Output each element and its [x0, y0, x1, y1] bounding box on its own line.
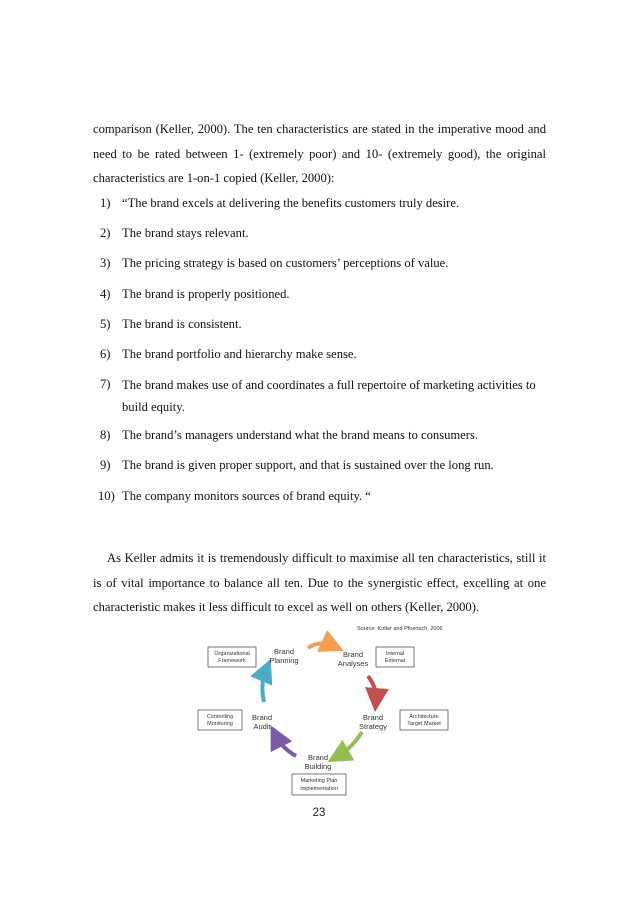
step-building-line2: Building — [304, 762, 332, 771]
list-item: 1) “The brand excels at delivering the benefits customers truly desire. — [100, 196, 460, 210]
arrow-audit-to-planning — [262, 670, 266, 702]
box-controlling-line2: Monitoring — [207, 721, 233, 727]
list-item: 7) The brand makes use of and coordinates a full repertoire of marketing activities to build equity. — [100, 377, 536, 415]
box-external — [376, 647, 414, 667]
list-item: 2) The brand stays relevant. — [100, 226, 249, 241]
box-plan-line2: Implementation — [300, 786, 338, 792]
box-market-line1: Architecture — [409, 714, 439, 720]
box-framework — [208, 647, 256, 667]
box-controlling-line1: Controlling — [206, 714, 234, 720]
box-framework-line2: Framework — [218, 658, 246, 664]
list-item: 4) The brand is properly positioned. — [100, 286, 290, 301]
step-analyses-line2: Analyses — [337, 659, 369, 668]
brand-cycle-figure — [190, 620, 460, 798]
box-market — [400, 710, 448, 730]
step-planning-line2: Planning — [269, 656, 299, 665]
intro-paragraph: comparison (Keller, 2000). The ten characteristics are stated in the imperative mood and need to be rated between 1- (extremely poor) and 10- (extremely good), the original characteristics are 1-on-1 copied (Keller, 2000): — [93, 122, 546, 185]
list-item: 5) The brand is consistent. — [100, 316, 242, 331]
step-building-line1: Brand — [307, 753, 329, 762]
figure-source: Source: Kotler and Pfoertsch, 2006 — [357, 626, 443, 632]
step-strategy-line1: Brand — [362, 713, 384, 722]
arrow-planning-to-analyses — [308, 643, 333, 648]
brand-cycle-diagram — [190, 620, 460, 798]
page-number: 23 — [312, 807, 326, 819]
step-strategy-line2: Strategy — [359, 722, 387, 731]
box-market-line2: Target Market — [407, 721, 441, 727]
list-item: 9) The brand is given proper support, and that is sustained over the long run. — [100, 458, 494, 473]
list-item: 10) The company monitors sources of brand equity. “ — [98, 488, 371, 503]
box-external-line2: External — [384, 658, 406, 664]
step-audit-line1: Brand — [251, 713, 273, 722]
list-item: 3) The pricing strategy is based on customers’ perceptions of value. — [100, 256, 449, 271]
list-item: 6) The brand portfolio and hierarchy make sense. — [100, 346, 357, 361]
box-framework-line1: Organizational — [214, 651, 250, 657]
step-audit-line2: Audit — [253, 722, 271, 731]
box-plan-line1: Marketing Plan — [300, 778, 338, 784]
characteristics-list — [100, 193, 548, 516]
box-controlling — [198, 710, 242, 730]
step-analyses-line1: Brand — [342, 650, 364, 659]
box-external-line1: Internal — [385, 651, 405, 657]
arrow-strategy-to-building — [338, 732, 362, 756]
step-planning-line1: Brand — [273, 647, 295, 656]
arrow-analyses-to-strategy — [368, 676, 376, 700]
arrow-building-to-audit — [276, 736, 296, 756]
list-item: 8) The brand’s managers understand what the brand means to consumers. — [100, 428, 479, 443]
outro-paragraph: As Keller admits it is tremendously difficult to maximise all ten characteristics, still it is of vital importance to balance all ten. Due to the synergistic effect, excelling at one characteristic makes it less difficult to excel as well on others (Keller, 2000). — [93, 551, 546, 614]
